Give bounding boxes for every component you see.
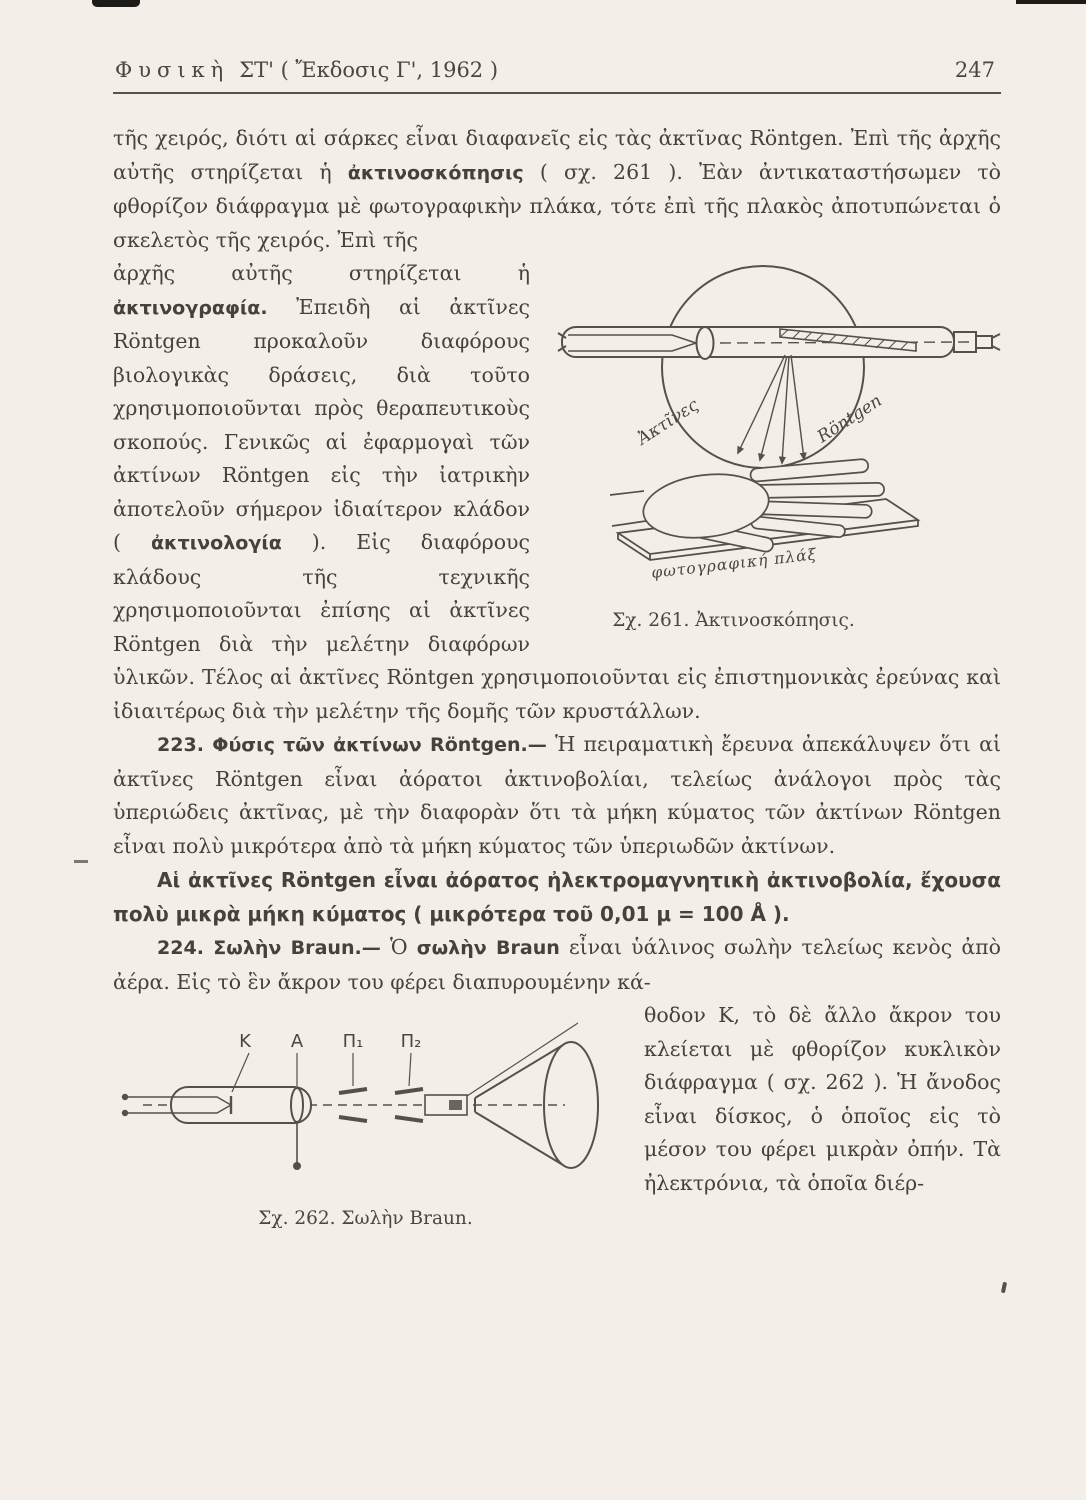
radiography-text-1: ἀρχῆς αὐτῆς στηρίζεται ἡ	[113, 261, 530, 285]
running-header	[113, 58, 1001, 94]
section-224-heading: 224. Σωλὴν Braun.—	[157, 937, 381, 959]
paragraph-intro	[113, 122, 1001, 257]
xray-screening-diagram	[556, 263, 1001, 587]
deflection-plates	[339, 1089, 423, 1121]
axis-box-mark	[449, 1100, 462, 1110]
terminal-dot	[122, 1110, 128, 1116]
figure-261	[556, 263, 1001, 637]
section-224-intro	[113, 931, 1001, 999]
label-cathode-k: Κ	[239, 1031, 251, 1052]
label-plates-p1: Π₁	[342, 1031, 364, 1052]
intro-text-1: τῆς χειρός, διότι αἱ σάρκες εἶναι διαφανεῖς εἰς τὰς ἀκτῖνας Röntgen. Ἐπὶ τῆς ἀρχῆς αὐτῆς στηρίζεται ἡ	[113, 126, 1001, 184]
section-224-text-3: θοδον Κ, τὸ δὲ ἄλλο ἄκρον του κλείεται μὲ φθορίζον κυκλικὸν διάφραγμα ( σχ. 262 ). Ἡ ἄνοδος εἶναι δίσκος, ὁ ὁποῖος εἰς τὸ μέσον του φέρει μικρὰν ὀπήν. Τὰ ἠλεκτρόνια, τὰ ὁποῖα διέρ-	[644, 1003, 1001, 1195]
plate-label: φωτογραφική πλάξ	[650, 545, 818, 582]
rays-label: Ἀκτῖνες	[633, 395, 703, 450]
terminal-dot	[122, 1094, 128, 1100]
section-223-text: Ἡ πειραματικὴ ἔρευνα ἀπεκάλυψεν ὅτι αἱ ἀκτῖνες Röntgen εἶναι ἀόρατοι ἀκτινοβολίαι, τελείως ἀνάλογοι πρὸς τὰς ὑπεριώδεις ἀκτῖνας, μὲ τὴν διαφορὰν ὅτι τὰ μήκη κύματος τῶν ἀκτίνων Röntgen εἶναι πολὺ μικρότερα ἀπὸ τὰ μήκη κύματος τῶν ὑπεριωδῶν ἀκτίνων.	[113, 732, 1001, 858]
label-anode-a: Α	[290, 1031, 304, 1052]
running-title-edition: ΣΤ' ( Ἔκδοσις Γ', 1962 )	[239, 58, 499, 82]
figure-261-caption: Σχ. 261. Ἀκτινοσκόπησις.	[612, 609, 855, 631]
keyword-aktinologia: ἀκτινολογία	[150, 532, 282, 554]
page-content	[113, 58, 1001, 1235]
anode-disc	[291, 1088, 303, 1122]
page-number: 247	[954, 58, 995, 82]
scan-artifact-top-left	[92, 0, 140, 7]
scan-artifact-top-right	[1016, 0, 1086, 4]
body-text	[113, 122, 1001, 1235]
section-223	[113, 728, 1001, 863]
braun-tube-diagram	[113, 1013, 618, 1185]
radiography-text-3: ). Εἰς διαφόρους κλάδους τῆς τεχνικῆς χρησιμοποιοῦνται ἐπίσης αἱ ἀκτῖνες Röntgen διὰ τὴν μελέτην διαφόρων ὑλικῶν. Τέλος αἱ ἀκτῖνες Röntgen χρησιμοποιοῦνται εἰς ἐπιστημονικὰς ἐρεύνας καὶ ἰδιαιτέρως διὰ τὴν μελέτην τῆς δομῆς τῶν κρυστάλλων.	[113, 530, 1001, 723]
statement-xrays: Αἱ ἀκτῖνες Röntgen εἶναι ἀόρατος ἠλεκτρομαγνητικὴ ἀκτινοβολία, ἔχουσα πολὺ μικρὰ μήκη κύματος ( μικρότερα τοῦ 0,01 μ = 100 Å ).	[113, 868, 1001, 926]
keyword-aktinoskopisis: ἀκτινοσκόπησις	[347, 161, 524, 184]
intro-text-2: ( σχ. 261 ). Ἐὰν ἀντικαταστήσωμεν τὸ φθορίζον διάφραγμα μὲ φωτογραφικὴν πλάκα, τότε ἐπὶ τῆς πλακὸς ἀποτυπώνεται ὁ σκελετὸς τῆς χειρός. Ἐπὶ τῆς	[113, 159, 1002, 252]
tube-connector-inner	[976, 336, 992, 348]
wrap-section-262	[113, 999, 1001, 1235]
xray-fan	[738, 355, 804, 463]
radiography-text-2: Ἐπειδὴ αἱ ἀκτῖνες Röntgen προκαλοῦν διαφόρους βιολογικὰς δράσεις, διὰ τοῦτο χρησιμοποιοῦνται πρὸς θεραπευτικοὺς σκοπούς. Γενικῶς αἱ ἐφαρμογαὶ τῶν ἀκτίνων Röntgen εἰς τὴν ἰατρικὴν ἀποτελοῦν σήμερον ἰδιαίτερον κλάδον (	[113, 294, 530, 554]
section-224-text-2: εἶναι ὑάλινος σωλὴν τελείως κενὸς ἀπὸ ἀέρα. Εἰς τὸ ἓν ἄκρον του φέρει διαπυρουμένην κά-	[113, 935, 1001, 994]
section-224-text-1: Ὁ	[380, 935, 417, 959]
figure-262-caption: Σχ. 262. Σωλὴν Braun.	[258, 1207, 473, 1229]
figure-262	[113, 1013, 618, 1235]
rontgen-label: Röntgen	[813, 390, 886, 448]
section-223-heading: 223. Φύσις τῶν ἀκτίνων Röntgen.—	[157, 734, 547, 756]
cathode-disc	[697, 327, 714, 359]
running-title-main: Φυσικὴ	[115, 58, 230, 82]
scan-mark-right-margin	[1001, 1282, 1007, 1294]
ground-dot	[293, 1162, 301, 1170]
wrap-section-261	[113, 257, 1001, 728]
keyword-braun-tube: σωλὴν Braun	[416, 937, 560, 959]
keyword-aktinografia: ἀκτινογραφία.	[113, 296, 268, 319]
scan-mark-left-margin	[74, 860, 88, 863]
label-plates-p2: Π₂	[400, 1031, 422, 1052]
running-title	[115, 58, 498, 82]
